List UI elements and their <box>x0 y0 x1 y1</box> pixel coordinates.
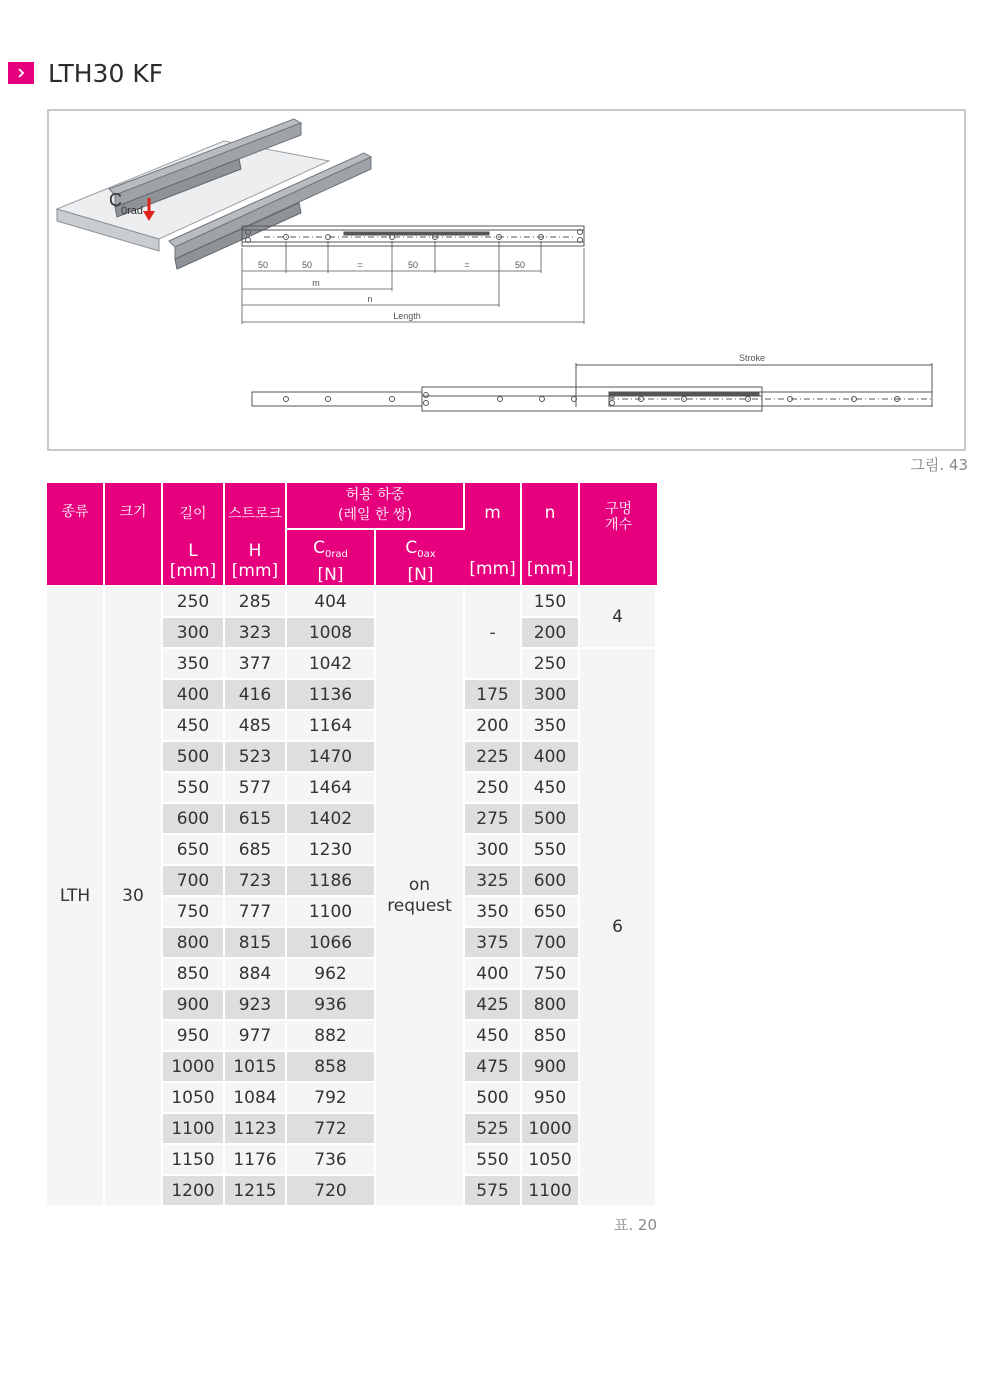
n-cell: 650 <box>522 897 580 928</box>
stroke-cell: 923 <box>225 990 287 1021</box>
table-caption: 표. 20 <box>613 1216 657 1234</box>
c0ax-request: request <box>387 896 452 916</box>
stroke-cell: 723 <box>225 866 287 897</box>
n-cell: 500 <box>522 804 580 835</box>
m-cell: 225 <box>465 742 522 773</box>
stroke-cell: 815 <box>225 928 287 959</box>
c0rad-cell: 936 <box>287 990 376 1021</box>
dim-3: = <box>357 260 363 270</box>
header-n: n [mm] <box>522 483 580 587</box>
length-cell: 600 <box>163 804 225 835</box>
m-cell: 200 <box>465 711 522 742</box>
header-c0ax: $C_{0ax}$ [N] <box>376 530 465 587</box>
header-holes: 구멍 개수 <box>580 483 657 587</box>
length-cell: 300 <box>163 618 225 649</box>
c0rad-cell: 882 <box>287 1021 376 1052</box>
m-cell: 450 <box>465 1021 522 1052</box>
m-cell: 475 <box>465 1052 522 1083</box>
n-cell: 200 <box>522 618 580 649</box>
n-cell: 950 <box>522 1083 580 1114</box>
n-cell: 1100 <box>522 1176 580 1207</box>
stroke-cell: 1084 <box>225 1083 287 1114</box>
stroke-cell: 323 <box>225 618 287 649</box>
dim-2: 50 <box>301 260 313 270</box>
length-cell: 850 <box>163 959 225 990</box>
figure-caption: 그림. 43 <box>910 456 968 474</box>
c0rad-cell: 858 <box>287 1052 376 1083</box>
m-cell: 500 <box>465 1083 522 1114</box>
header-load: 허용 하중 (레일 한 쌍) <box>287 483 465 530</box>
c0rad-cell: 736 <box>287 1145 376 1176</box>
c0rad-cell: 1008 <box>287 618 376 649</box>
n-cell: 700 <box>522 928 580 959</box>
n-cell: 1050 <box>522 1145 580 1176</box>
m-cell: 325 <box>465 866 522 897</box>
header-type: 종류 <box>47 483 105 587</box>
c0ax-cell <box>376 587 465 1207</box>
n-cell: 750 <box>522 959 580 990</box>
c0rad-cell: 772 <box>287 1114 376 1145</box>
stroke-cell: 615 <box>225 804 287 835</box>
m-label: m <box>312 278 320 288</box>
n-cell: 1000 <box>522 1114 580 1145</box>
c0rad-cell: 1470 <box>287 742 376 773</box>
stroke-cell: 884 <box>225 959 287 990</box>
m-cell: 575 <box>465 1176 522 1207</box>
c0rad-cell: 1164 <box>287 711 376 742</box>
rail-elevation-top <box>242 226 584 246</box>
n-cell: 550 <box>522 835 580 866</box>
m-cell: 275 <box>465 804 522 835</box>
c0rad-cell: 1186 <box>287 866 376 897</box>
stroke-cell: 416 <box>225 680 287 711</box>
n-cell: 850 <box>522 1021 580 1052</box>
m-cell: 300 <box>465 835 522 866</box>
header-stroke: 스트로크 H [mm] <box>225 483 287 587</box>
length-cell: 950 <box>163 1021 225 1052</box>
stroke-cell: 1215 <box>225 1176 287 1207</box>
stroke-cell: 1176 <box>225 1145 287 1176</box>
c0rad-cell: 1230 <box>287 835 376 866</box>
c0rad-cell: 1066 <box>287 928 376 959</box>
m-cell: 250 <box>465 773 522 804</box>
stroke-cell: 777 <box>225 897 287 928</box>
c0rad-cell: 1042 <box>287 649 376 680</box>
holes-cell-4: 4 <box>580 587 657 649</box>
dim-6: 50 <box>514 260 526 270</box>
length-cell: 450 <box>163 711 225 742</box>
product-figure <box>47 109 966 451</box>
m-cell: 350 <box>465 897 522 928</box>
stroke-cell: 577 <box>225 773 287 804</box>
n-cell: 450 <box>522 773 580 804</box>
length-cell: 1100 <box>163 1114 225 1145</box>
m-cell: 525 <box>465 1114 522 1145</box>
length-cell: 550 <box>163 773 225 804</box>
length-cell: 250 <box>163 587 225 618</box>
length-cell: 1200 <box>163 1176 225 1207</box>
m-cell: 175 <box>465 680 522 711</box>
length-cell: 1150 <box>163 1145 225 1176</box>
stroke-cell: 485 <box>225 711 287 742</box>
m-cell: 425 <box>465 990 522 1021</box>
length-label: Length <box>393 311 421 321</box>
length-cell: 500 <box>163 742 225 773</box>
dim-5: = <box>464 260 470 270</box>
spec-table <box>47 483 657 1207</box>
length-cell: 700 <box>163 866 225 897</box>
stroke-cell: 685 <box>225 835 287 866</box>
n-cell: 900 <box>522 1052 580 1083</box>
dim-1: 50 <box>257 260 269 270</box>
length-cell: 750 <box>163 897 225 928</box>
c0rad-cell: 404 <box>287 587 376 618</box>
holes-cell-6: 6 <box>580 649 657 1207</box>
header-c0rad: $C_{0rad}$ [N] <box>287 530 376 587</box>
c0rad-cell: 962 <box>287 959 376 990</box>
length-cell: 900 <box>163 990 225 1021</box>
stroke-cell: 977 <box>225 1021 287 1052</box>
n-cell: 400 <box>522 742 580 773</box>
c0rad-cell: 1402 <box>287 804 376 835</box>
header-length: 길이 L [mm] <box>163 483 225 587</box>
length-cell: 400 <box>163 680 225 711</box>
type-cell: LTH <box>47 587 105 1207</box>
page-title: LTH30 KF <box>48 58 164 88</box>
length-cell: 350 <box>163 649 225 680</box>
n-cell: 300 <box>522 680 580 711</box>
n-cell: 150 <box>522 587 580 618</box>
rail-extended <box>252 363 932 411</box>
length-cell: 1000 <box>163 1052 225 1083</box>
c0ax-on: on <box>408 875 431 895</box>
c0rad-cell: 792 <box>287 1083 376 1114</box>
stroke-cell: 1015 <box>225 1052 287 1083</box>
n-label: n <box>367 294 373 304</box>
n-cell: 350 <box>522 711 580 742</box>
section-header <box>8 58 163 88</box>
size-cell: 30 <box>105 587 163 1207</box>
stroke-label: Stroke <box>738 353 766 363</box>
n-cell: 250 <box>522 649 580 680</box>
n-cell: 600 <box>522 866 580 897</box>
c0rad-cell: 1464 <box>287 773 376 804</box>
stroke-cell: 285 <box>225 587 287 618</box>
m-cell: 375 <box>465 928 522 959</box>
length-cell: 650 <box>163 835 225 866</box>
c0rad-cell: 720 <box>287 1176 376 1207</box>
load-label-sub: 0rad <box>121 205 144 217</box>
m-cell: 550 <box>465 1145 522 1176</box>
length-cell: 1050 <box>163 1083 225 1114</box>
stroke-cell: 523 <box>225 742 287 773</box>
header-size: 크기 <box>105 483 163 587</box>
load-label: C <box>109 190 122 210</box>
stroke-cell: 377 <box>225 649 287 680</box>
rail-drawing <box>49 111 964 449</box>
header-m: m [mm] <box>465 483 522 587</box>
chevron-right-icon <box>8 62 34 84</box>
c0rad-cell: 1136 <box>287 680 376 711</box>
m-cell: 400 <box>465 959 522 990</box>
dim-4: 50 <box>407 260 419 270</box>
table-row <box>47 587 657 618</box>
m-dash-cell: - <box>465 587 522 680</box>
length-cell: 800 <box>163 928 225 959</box>
n-cell: 800 <box>522 990 580 1021</box>
stroke-cell: 1123 <box>225 1114 287 1145</box>
c0rad-cell: 1100 <box>287 897 376 928</box>
